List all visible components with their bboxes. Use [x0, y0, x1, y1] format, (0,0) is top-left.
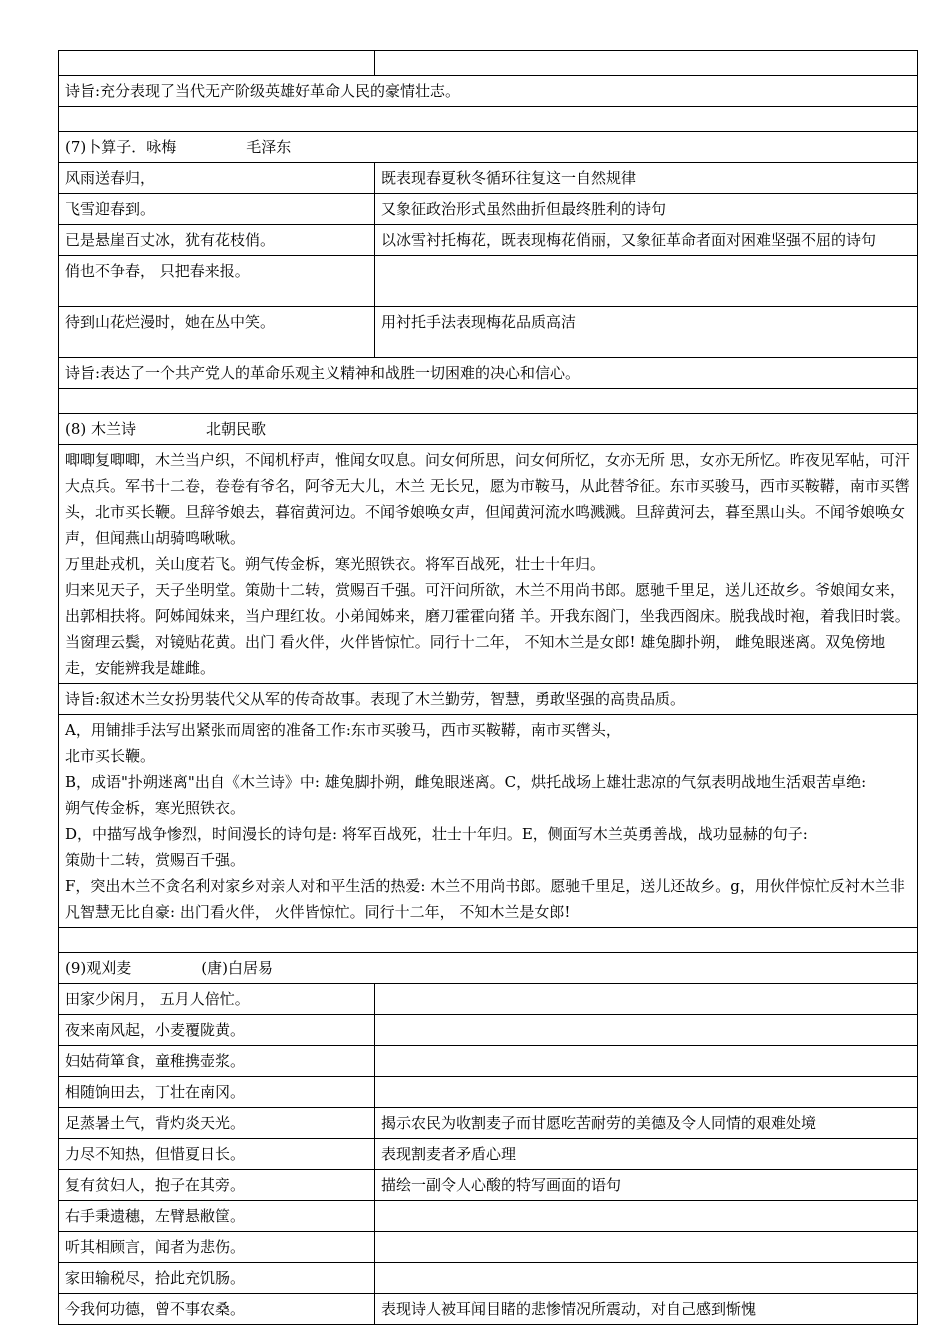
text-line: 策勋十二转，赏赐百千强。	[65, 851, 246, 869]
verse-row	[59, 1294, 918, 1325]
verse-note: 用衬托手法表现梅花品质高洁	[375, 307, 918, 358]
verse-note	[375, 1232, 918, 1263]
poem-author: 毛泽东	[246, 138, 292, 156]
text-line: 唧唧复唧唧，木兰当户织，不闻机杼声，惟闻女叹息。问女何所思，问女何所忆，女亦无所 思，女亦无所忆。昨夜见军帖，可汗大点兵。军书十二卷，卷卷有爷名，阿爷无大儿，木兰 无长兄，愿为市鞍马，从此替爷征。东市买骏马，西市买鞍鞯，南市买辔头，北市买长鞭。旦辞爷娘去，暮宿黄河边。不闻爷娘唤女声，但闻黄河流水鸣溅溅。旦辞黄河去，暮至黑山头。不闻爷娘唤女声，但闻燕山胡骑鸣啾啾。	[65, 451, 910, 547]
verse-row	[59, 1170, 918, 1201]
poem-summary: 诗旨:表达了一个共产党人的革命乐观主义精神和战胜一切困难的决心和信心。	[59, 358, 918, 389]
empty-row	[59, 51, 918, 76]
verse-text: 复有贫妇人，抱子在其旁。	[59, 1170, 375, 1201]
verse-note: 既表现春夏秋冬循环往复这一自然规律	[375, 163, 918, 194]
spacer-row	[59, 389, 918, 414]
poem-heading-row	[59, 132, 918, 163]
verse-row	[59, 1046, 918, 1077]
spacer-row	[59, 928, 918, 953]
verse-row	[59, 984, 918, 1015]
verse-note: 表现割麦者矛盾心理	[375, 1139, 918, 1170]
spacer-cell	[59, 389, 918, 414]
verse-note: 揭示农民为收割麦子而甘愿吃苦耐劳的美德及令人同情的艰难处境	[375, 1108, 918, 1139]
poem-title: (8) 木兰诗	[65, 420, 137, 438]
poem-heading	[59, 414, 918, 445]
poem-author: (唐)白居易	[201, 959, 273, 977]
text-line: 归来见天子，天子坐明堂。策勋十二转，赏赐百千强。可汗问所欲，木兰不用尚书郎。愿驰千里足，送儿还故乡。爷娘闻女来，出郭相扶将。阿姊闻妹来，当户理红妆。小弟闻姊来，磨刀霍霍向猪 羊。开我东阁门，坐我西阁床。脱我战时袍，着我旧时裳。当窗理云鬓，对镜贴花黄。出门 看火伴，火伴皆惊忙。同行十二年， 不知木兰是女郎! 雄兔脚扑朔， 雌兔眼迷离。双兔傍地走，安能辨我是雄雌。	[65, 581, 910, 677]
verse-text: 夜来南风起，小麦覆陇黄。	[59, 1015, 375, 1046]
verse-note	[375, 1201, 918, 1232]
verse-text: 右手秉遗穗，左臂悬敝筐。	[59, 1201, 375, 1232]
text-line: 北市买长鞭。	[65, 747, 156, 765]
text-line: 万里赴戎机，关山度若飞。朔气传金柝，寒光照铁衣。将军百战死，壮士十年归。	[65, 555, 606, 573]
verse-text: 听其相顾言，闻者为悲伤。	[59, 1232, 375, 1263]
poem-author: 北朝民歌	[206, 420, 267, 438]
verse-row	[59, 1263, 918, 1294]
text-line: D，中描写战争惨烈，时间漫长的诗句是: 将军百战死，壮士十年归。E，侧面写木兰英勇善战，战功显赫的句子:	[65, 825, 808, 843]
poem-heading-row	[59, 414, 918, 445]
text-block	[59, 715, 918, 928]
verse-note	[375, 256, 918, 307]
verse-note	[375, 1077, 918, 1108]
verse-note: 表现诗人被耳闻目睹的悲惨情况所震动，对自己感到惭愧	[375, 1294, 918, 1325]
verse-row	[59, 256, 918, 307]
spacer-row	[59, 107, 918, 132]
verse-row	[59, 1232, 918, 1263]
verse-row	[59, 194, 918, 225]
verse-row	[59, 1108, 918, 1139]
verse-note: 描绘一副令人心酸的特写画面的语句	[375, 1170, 918, 1201]
verse-note	[375, 984, 918, 1015]
verse-text: 俏也不争春， 只把春来报。	[59, 256, 375, 307]
verse-text: 今我何功德，曾不事农桑。	[59, 1294, 375, 1325]
verse-text: 家田输税尽，拾此充饥肠。	[59, 1263, 375, 1294]
verse-note	[375, 1015, 918, 1046]
verse-row	[59, 307, 918, 358]
verse-text: 力尽不知热，但惜夏日长。	[59, 1139, 375, 1170]
verse-note	[375, 1263, 918, 1294]
text-line: A，用铺排手法写出紧张而周密的准备工作:东市买骏马，西市买鞍鞯，南市买辔头，	[65, 721, 621, 739]
verse-text: 足蒸暑土气，背灼炎天光。	[59, 1108, 375, 1139]
verse-text: 待到山花烂漫时，她在丛中笑。	[59, 307, 375, 358]
spacer-cell	[59, 107, 918, 132]
poem-title: (7)卜算子．咏梅	[65, 138, 177, 156]
poem-heading-row	[59, 953, 918, 984]
text-line: B，成语"扑朔迷离"出自《木兰诗》中: 雄兔脚扑朔，雌兔眼迷离。C，烘托战场上雄壮悲凉的气氛表明战地生活艰苦卓绝:	[65, 773, 867, 791]
summary-row	[59, 76, 918, 107]
verse-text: 田家少闲月， 五月人倍忙。	[59, 984, 375, 1015]
text-line: F，突出木兰不贪名利对家乡对亲人对和平生活的热爱: 木兰不用尚书郎。愿驰千里足，送儿还故乡。g，用伙伴惊忙反衬木兰非凡智慧无比自豪: 出门看火伴， 火伴皆惊忙。同行十二年， 不知木兰是女郎!	[65, 877, 905, 921]
verse-text: 风雨送春归，	[59, 163, 375, 194]
summary-row	[59, 358, 918, 389]
verse-row	[59, 1201, 918, 1232]
text-block	[59, 445, 918, 684]
text-line: 朔气传金柝，寒光照铁衣。	[65, 799, 246, 817]
poem-summary: 诗旨:充分表现了当代无产阶级英雄好革命人民的豪情壮志。	[59, 76, 918, 107]
verse-text: 飞雪迎春到。	[59, 194, 375, 225]
poem-summary: 诗旨:叙述木兰女扮男装代父从军的传奇故事。表现了木兰勤劳，智慧，勇敢坚强的高贵品质。	[59, 684, 918, 715]
poem-heading	[59, 953, 918, 984]
verse-row	[59, 225, 918, 256]
verse-row	[59, 1077, 918, 1108]
verse-text: 相随饷田去，丁壮在南冈。	[59, 1077, 375, 1108]
verse-note: 又象征政治形式虽然曲折但最终胜利的诗句	[375, 194, 918, 225]
verse-text: 妇姑荷箪食，童稚携壶浆。	[59, 1046, 375, 1077]
verse-note: 以冰雪衬托梅花，既表现梅花俏丽，又象征革命者面对困难坚强不屈的诗句	[375, 225, 918, 256]
poem-title: (9)观刈麦	[65, 959, 132, 977]
verse-row	[59, 163, 918, 194]
poem-notes-table	[58, 50, 918, 1325]
verse-row	[59, 1015, 918, 1046]
poem-heading	[59, 132, 918, 163]
empty-cell	[375, 51, 918, 76]
verse-row	[59, 1139, 918, 1170]
verse-note	[375, 1046, 918, 1077]
verse-text: 已是悬崖百丈冰，犹有花枝俏。	[59, 225, 375, 256]
text-block-row	[59, 715, 918, 928]
empty-cell	[59, 51, 375, 76]
text-block-row	[59, 445, 918, 684]
spacer-cell	[59, 928, 918, 953]
summary-row	[59, 684, 918, 715]
